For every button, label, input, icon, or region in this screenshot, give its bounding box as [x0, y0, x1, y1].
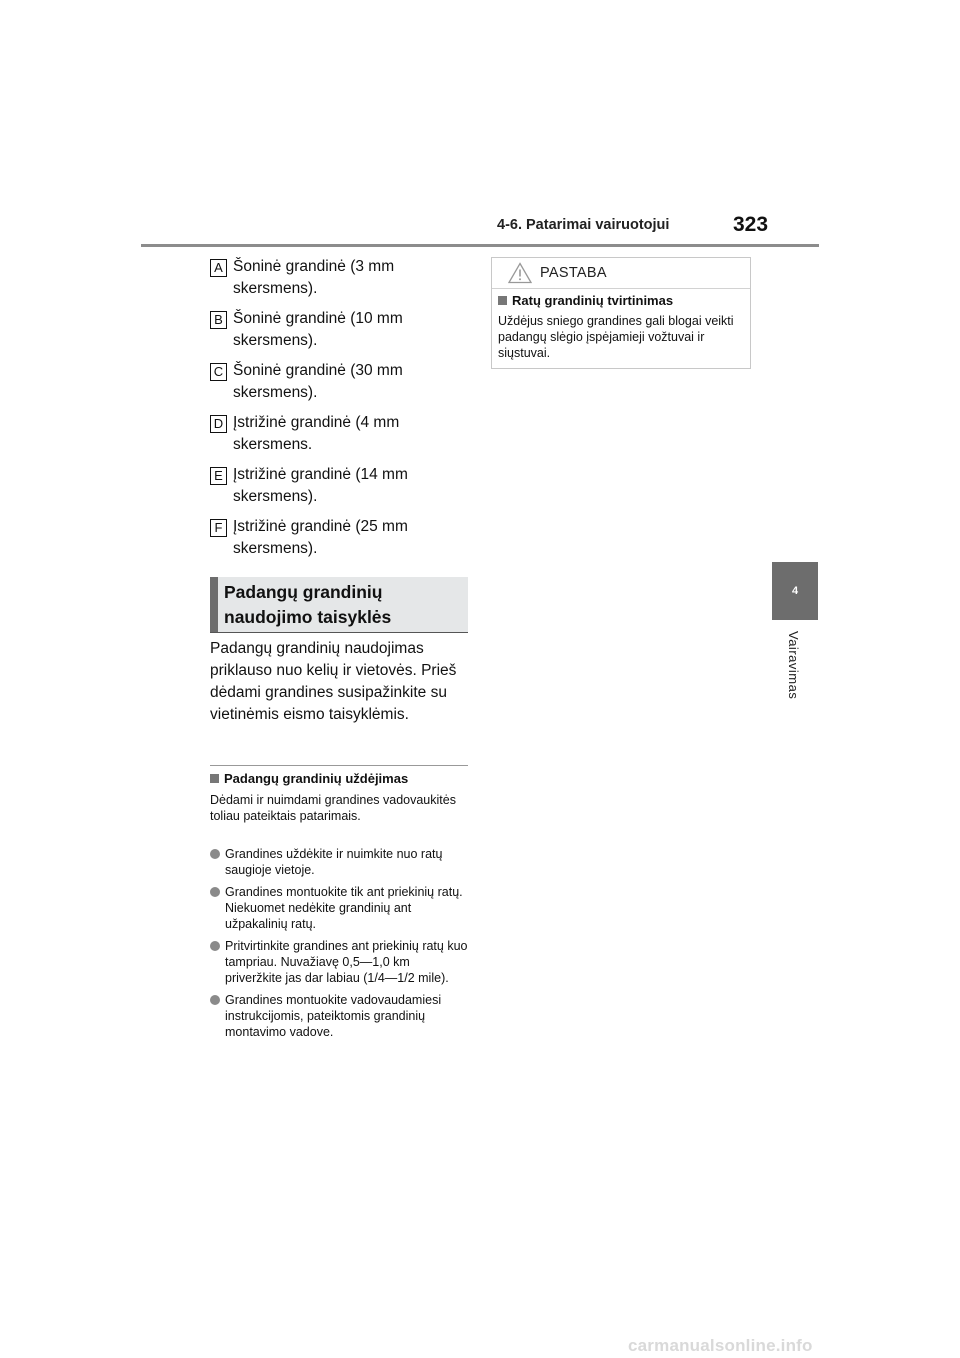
- letter-badge: B: [210, 311, 227, 329]
- circle-bullet-icon: [210, 849, 220, 859]
- list-item-text: Įstrižinė grandinė (4 mm skersmens.: [233, 414, 400, 453]
- bullet-text: Grandines uždėkite ir nuimkite nuo ratų saugioje vietoje.: [225, 847, 443, 877]
- circle-bullet-icon: [210, 941, 220, 951]
- square-bullet-icon: [210, 774, 219, 783]
- list-item-text: Įstrižinė grandinė (25 mm skersmens).: [233, 518, 408, 557]
- section-heading-box: [210, 577, 468, 633]
- chapter-number: 4: [791, 585, 799, 597]
- warning-triangle-icon: [508, 262, 532, 284]
- list-item: [210, 516, 470, 559]
- list-item-text: Šoninė grandinė (3 mm skersmens).: [233, 258, 395, 297]
- heading-accent-bar: [210, 577, 218, 632]
- list-item: [210, 256, 470, 299]
- list-item: [210, 884, 470, 932]
- list-item: [210, 992, 470, 1040]
- section-heading: Padangų grandinių naudojimo taisyklės: [224, 582, 392, 627]
- circle-bullet-icon: [210, 887, 220, 897]
- list-item: [210, 938, 470, 986]
- footer-watermark: carmanualsonline.info: [628, 1336, 813, 1355]
- bullet-text: Grandines montuokite vadovaudamiesi instrukcijomis, pateiktomis grandinių montavimo vadove.: [225, 993, 442, 1039]
- note-subheading: [498, 293, 673, 308]
- list-item: [210, 360, 470, 403]
- bullet-text: Pritvirtinkite grandines ant priekinių ratų kuo tampriau. Nuvažiavę 0,5—1,0 km priveržkite jas dar labiau (1/4—1/2 mile).: [225, 939, 468, 985]
- list-item: [210, 308, 470, 351]
- subsection-divider: [210, 765, 468, 766]
- list-item-text: Šoninė grandinė (10 mm skersmens).: [233, 310, 403, 349]
- install-intro: Dėdami ir nuimdami grandines vadovaukitės toliau pateiktais patarimais.: [210, 793, 456, 823]
- note-title: PASTABA: [540, 265, 607, 281]
- letter-badge: A: [210, 259, 227, 277]
- letter-badge: D: [210, 415, 227, 433]
- chapter-label: Vairavimas: [786, 631, 801, 700]
- note-subheading-text: Ratų grandinių tvirtinimas: [512, 293, 674, 308]
- list-item: [210, 846, 470, 878]
- bullet-text: Grandines montuokite tik ant priekinių ratų. Niekuomet nedėkite grandinių ant užpakalinių ratų.: [225, 885, 463, 931]
- section-title: 4-6. Patarimai vairuotojui: [497, 217, 670, 233]
- list-item: [210, 412, 470, 455]
- header-divider: [141, 244, 819, 247]
- list-item-text: Įstrižinė grandinė (14 mm skersmens).: [233, 466, 408, 505]
- note-box: [491, 257, 751, 369]
- note-text: Uždėjus sniego grandines gali blogai veikti padangų slėgio įspėjamieji vožtuvai ir siųstuvai.: [498, 314, 734, 360]
- chapter-tab: [772, 562, 818, 620]
- square-bullet-icon: [498, 296, 507, 305]
- install-bullet-list: [210, 846, 470, 1046]
- circle-bullet-icon: [210, 995, 220, 1005]
- chain-type-list: [210, 256, 470, 568]
- section-paragraph: Padangų grandinių naudojimas priklauso nuo kelių ir vietovės. Prieš dėdami grandines susipažinkite su vietinėmis eismo taisyklėmis.: [210, 640, 457, 723]
- letter-badge: C: [210, 363, 227, 381]
- install-heading-text: Padangų grandinių uždėjimas: [224, 771, 409, 786]
- page-number: 323: [733, 213, 769, 236]
- list-item: [210, 464, 470, 507]
- letter-badge: E: [210, 467, 227, 485]
- letter-badge: F: [210, 519, 227, 537]
- list-item-text: Šoninė grandinė (30 mm skersmens).: [233, 362, 403, 401]
- install-heading: [210, 771, 408, 786]
- note-header: [492, 258, 750, 289]
